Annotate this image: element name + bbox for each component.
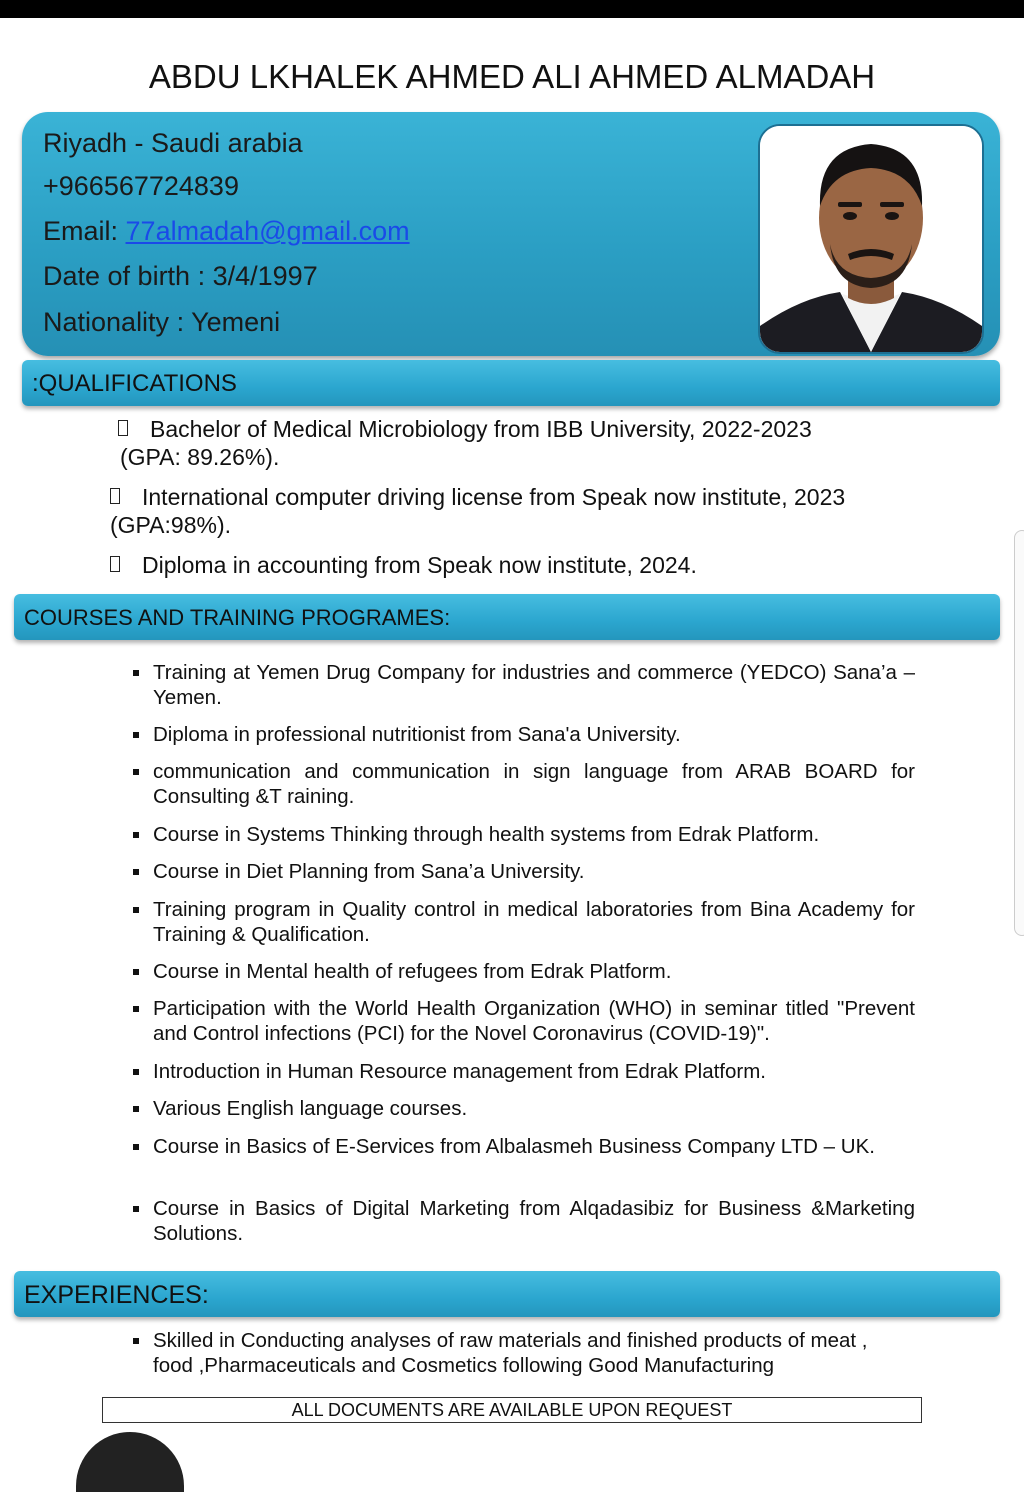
course-item: Various English language courses. (153, 1096, 915, 1121)
dob-line (43, 261, 318, 292)
bullet-box-icon (110, 556, 120, 572)
qualification-text: (GPA: 89.26%). (120, 444, 280, 470)
course-item: Diploma in professional nutritionist from Sana'a University. (153, 722, 915, 747)
experiences-header (14, 1271, 1000, 1317)
nationality-value: Yemeni (191, 307, 281, 337)
course-item: Course in Basics of E-Services from Albalasmeh Business Company LTD – UK. (153, 1134, 915, 1159)
qualification-text: International computer driving license from Speak now institute, 2023 (142, 484, 846, 510)
floating-action-button[interactable] (76, 1432, 184, 1492)
scroll-handle[interactable] (1014, 530, 1024, 936)
courses-header (14, 594, 1000, 640)
qualification-item (118, 415, 812, 471)
nationality-line (43, 307, 280, 338)
course-item: Course in Systems Thinking through health systems from Edrak Platform. (153, 822, 915, 847)
course-item: Course in Basics of Digital Marketing from Alqadasibiz for Business &Marketing Solutions. (153, 1197, 915, 1245)
experiences-title: EXPERIENCES: (24, 1281, 209, 1309)
course-item: Participation with the World Health Organization (WHO) in seminar titled "Prevent and Control infections (PCI) for the Novel Coronavirus (COVID-19)". (153, 997, 915, 1045)
email-link[interactable]: 77almadah@gmail.com (125, 216, 410, 246)
nationality-label: Nationality : (43, 307, 185, 337)
qualifications-title: :QUALIFICATIONS (32, 370, 237, 397)
dob-value: 3/4/1997 (212, 261, 318, 291)
course-item: Course in Diet Planning from Sana’a University. (153, 859, 915, 884)
course-item: communication and communication in sign language from ARAB BOARD for Consulting &T raining. (153, 760, 915, 808)
email-line (43, 216, 410, 247)
course-item: Training program in Quality control in medical laboratories from Bina Academy for Training & Qualification. (153, 898, 915, 946)
candidate-name: ABDU LKHALEK AHMED ALI AHMED ALMADAH (148, 58, 876, 95)
dob-label: Date of birth : (43, 261, 206, 291)
profile-photo (758, 124, 984, 354)
bullet-box-icon (118, 420, 128, 436)
qualifications-header (22, 360, 1000, 406)
location: Riyadh - Saudi arabia (43, 128, 303, 158)
qualification-text: (GPA:98%). (110, 512, 231, 538)
bullet-box-icon (110, 488, 120, 504)
experience-item: Skilled in Conducting analyses of raw materials and finished products of meat , food ,Pharmaceuticals and Cosmetics following Good Manufacturing (153, 1328, 913, 1378)
courses-title: COURSES AND TRAINING PROGRAMES: (24, 605, 451, 630)
email-label: Email: (43, 216, 119, 246)
qualification-item (110, 483, 845, 539)
course-item: Training at Yemen Drug Company for industries and commerce (YEDCO) Sana’a – Yemen. (153, 661, 915, 709)
phone: +966567724839 (43, 171, 239, 201)
course-item: Course in Mental health of refugees from Edrak Platform. (153, 959, 915, 984)
qualification-item (110, 551, 697, 579)
course-item: Introduction in Human Resource management from Edrak Platform. (153, 1059, 915, 1084)
status-bar (0, 0, 1024, 18)
qualification-text: Bachelor of Medical Microbiology from IBB University, 2022-2023 (150, 416, 812, 442)
qualification-text: Diploma in accounting from Speak now institute, 2024. (142, 552, 697, 578)
documents-note: ALL DOCUMENTS ARE AVAILABLE UPON REQUEST (102, 1397, 922, 1423)
